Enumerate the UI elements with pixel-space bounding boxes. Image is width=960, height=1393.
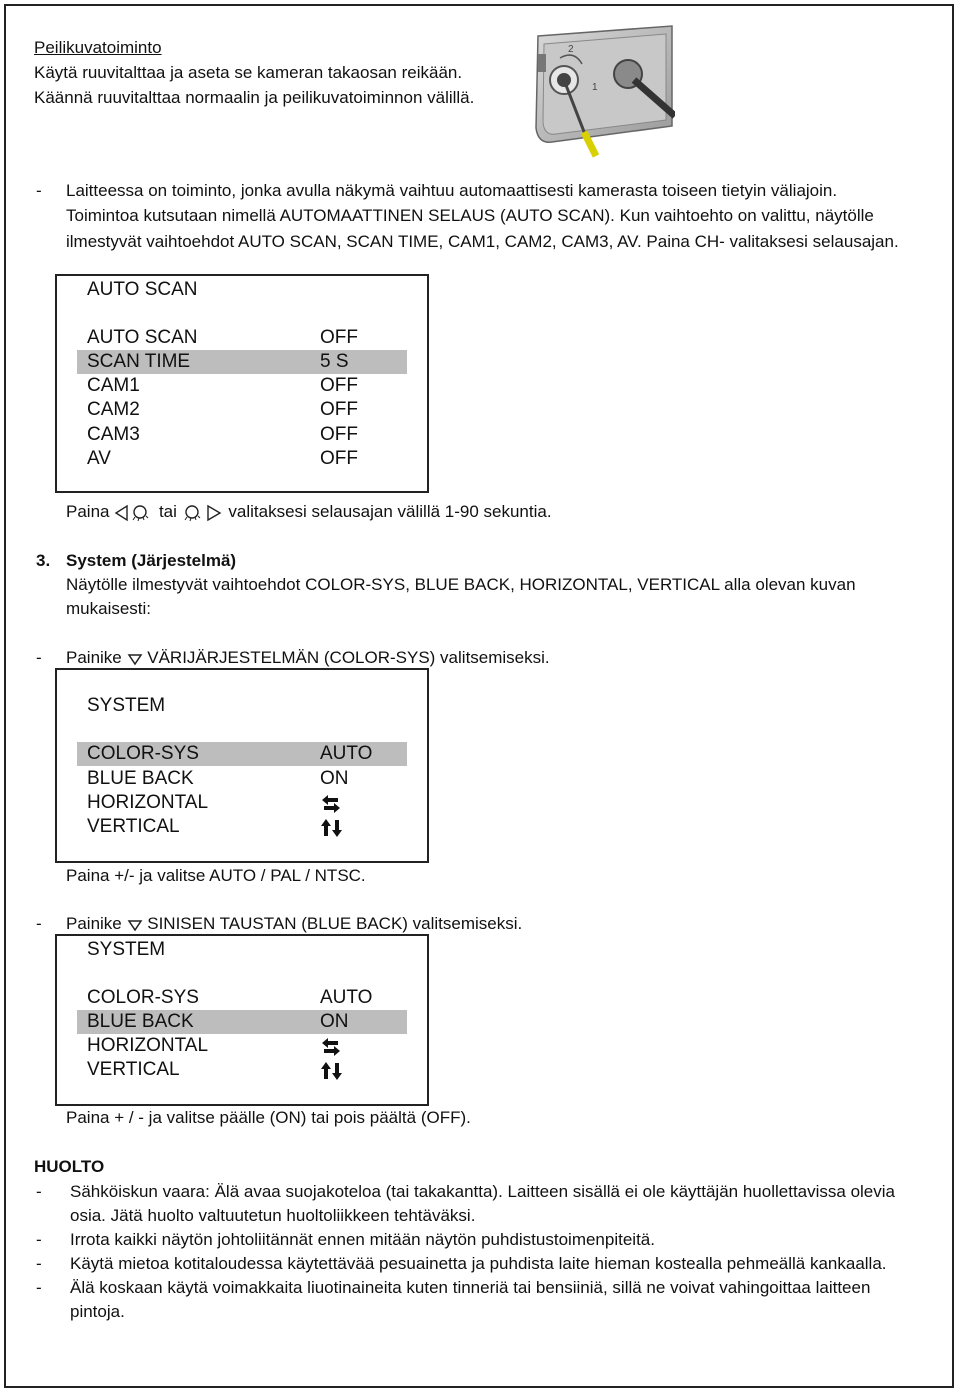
autoscan-menu-title-row [77,278,407,302]
autoscan-intro-line-2: Toimintoa kutsutaan nimellä AUTOMAATTINEN SELAUS (AUTO SCAN). Kun vaihtoehto on valittu, näytölle [66,206,874,225]
autoscan-note-tai: tai [158,502,177,521]
menu-row-label: CAM1 [87,375,140,396]
huolto-dash: - [36,1230,42,1249]
menu-row [77,447,407,471]
autoscan-intro-line-1: Laitteessa on toiminto, jonka avulla näkymä vaihtuu automaattisesti kamerasta toiseen tietyin väliajoin. [66,181,838,200]
blueback-painike: Painike [66,914,122,933]
menu-row-value: OFF [320,448,358,469]
system-menu-title-row [77,938,407,962]
system-menu-1 [55,668,429,863]
vertical-flip-icon [320,818,344,838]
system-menu-2-note: Paina + / - ja valitse päälle (ON) tai pois päältä (OFF). [66,1108,471,1127]
menu-row-label: HORIZONTAL [87,1035,209,1056]
huolto-dash: - [36,1278,42,1297]
menu-row-label: COLOR-SYS [87,987,199,1008]
menu-row [77,791,407,815]
huolto-heading: HUOLTO [34,1157,105,1176]
svg-text:1: 1 [592,82,598,93]
system-section-line-1: Näytölle ilmestyvät vaihtoehdot COLOR-SYS, BLUE BACK, HORIZONTAL, VERTICAL alla olevan kuvan [66,575,856,594]
menu-row [77,815,407,839]
colorsys-rest: VÄRIJÄRJESTELMÄN (COLOR-SYS) valitsemiseksi. [147,648,550,667]
colorsys-dash: - [36,648,42,667]
system-section-line-2: mukaisesti: [66,599,152,618]
menu-row-label: BLUE BACK [87,768,194,789]
huolto-item-1: Sähköiskun vaara: Älä avaa suojakoteloa (tai takakantta). Laitteen sisällä ei ole käyttäjän huollettavissa olevia [70,1182,895,1201]
huolto-item-2: Irrota kaikki näytön johtoliitännät ennen mitään näytön puhdistustoimenpiteitä. [70,1230,655,1249]
down-triangle-icon [127,918,143,932]
system-menu-1-note: Paina +/- ja valitse AUTO / PAL / NTSC. [66,866,366,885]
menu-row-value: ON [320,768,349,789]
menu-row [77,986,407,1010]
system-section-heading: System (Järjestelmä) [66,551,237,570]
menu-row-value: AUTO [320,987,373,1008]
huolto-item-1-cont: osia. Jätä huolto valtuutetun huoltoliikkeen tehtäväksi. [70,1206,476,1225]
system-menu-title-row [77,694,407,718]
menu-row-value: OFF [320,327,358,348]
menu-row-value: OFF [320,399,358,420]
huolto-item-3: Käytä mietoa kotitaloudessa käytettävää pesuainetta ja puhdista laite hieman kostealla pehmeällä kankaalla. [70,1254,887,1273]
menu-row-value: AUTO [320,743,373,764]
menu-row [77,326,407,350]
menu-row-label: AUTO SCAN [87,327,198,348]
menu-row [77,374,407,398]
menu-row-label: AV [87,448,111,469]
menu-row [77,1058,407,1082]
menu-row-label: VERTICAL [87,1059,180,1080]
blueback-bullet [66,912,522,936]
menu-row-label: COLOR-SYS [87,743,199,764]
vertical-flip-icon [320,1061,344,1081]
huolto-dash: - [36,1254,42,1273]
menu-row [77,423,407,447]
menu-row-label: CAM2 [87,399,140,420]
autoscan-menu [55,274,429,493]
blueback-dash: - [36,914,42,933]
huolto-dash: - [36,1182,42,1201]
autoscan-intro-line-3: ilmestyvät vaihtoehdot AUTO SCAN, SCAN TIME, CAM1, CAM2, CAM3, AV. Paina CH- valitaksesi selausajan. [66,232,899,251]
huolto-item-4-cont: pintoja. [70,1302,125,1321]
mirror-title: Peilikuvatoiminto [34,38,162,57]
system-section-number: 3. [36,551,51,570]
menu-row [77,1034,407,1058]
svg-text:2: 2 [568,44,574,55]
autoscan-note-rest: valitaksesi selausajan välillä 1-90 sekuntia. [228,502,552,521]
menu-row-label: BLUE BACK [87,1011,194,1032]
mirror-line-1: Käytä ruuvitalttaa ja aseta se kameran takaosan reikään. [34,63,463,82]
menu-row-value: ON [320,1011,349,1032]
autoscan-dash: - [36,181,42,200]
menu-row-label: VERTICAL [87,816,180,837]
menu-row-highlighted [77,350,407,374]
menu-row-value: 5 S [320,351,349,372]
colorsys-bullet [66,646,550,670]
system-menu-2 [55,934,429,1106]
huolto-item-4: Älä koskaan käytä voimakkaita liuotinaineita kuten tinneriä tai bensiiniä, sillä ne voivat vahingoittaa laitteen [70,1278,871,1297]
menu-row-label: CAM3 [87,424,140,445]
down-triangle-icon [127,652,143,666]
menu-row-label: SCAN TIME [87,351,191,372]
blueback-rest: SINISEN TAUSTAN (BLUE BACK) valitsemiseksi. [147,914,523,933]
camera-screwdriver-image [530,24,675,159]
left-button-icon [114,504,154,522]
menu-row-value: OFF [320,375,358,396]
autoscan-note-paina: Paina [66,502,110,521]
colorsys-painike: Painike [66,648,122,667]
menu-row-label: HORIZONTAL [87,792,209,813]
mirror-line-2: Käännä ruuvitalttaa normaalin ja peilikuvatoiminnon välillä. [34,88,475,107]
system-menu-title: SYSTEM [87,939,166,960]
menu-row-highlighted [77,1010,407,1034]
horizontal-flip-icon [320,794,342,814]
right-button-icon [182,504,224,522]
autoscan-note [66,500,552,524]
autoscan-menu-title: AUTO SCAN [87,279,198,300]
menu-row [77,398,407,422]
menu-row-highlighted [77,742,407,766]
horizontal-flip-icon [320,1037,342,1057]
menu-row [77,767,407,791]
menu-row-value: OFF [320,424,358,445]
system-menu-title: SYSTEM [87,695,166,716]
